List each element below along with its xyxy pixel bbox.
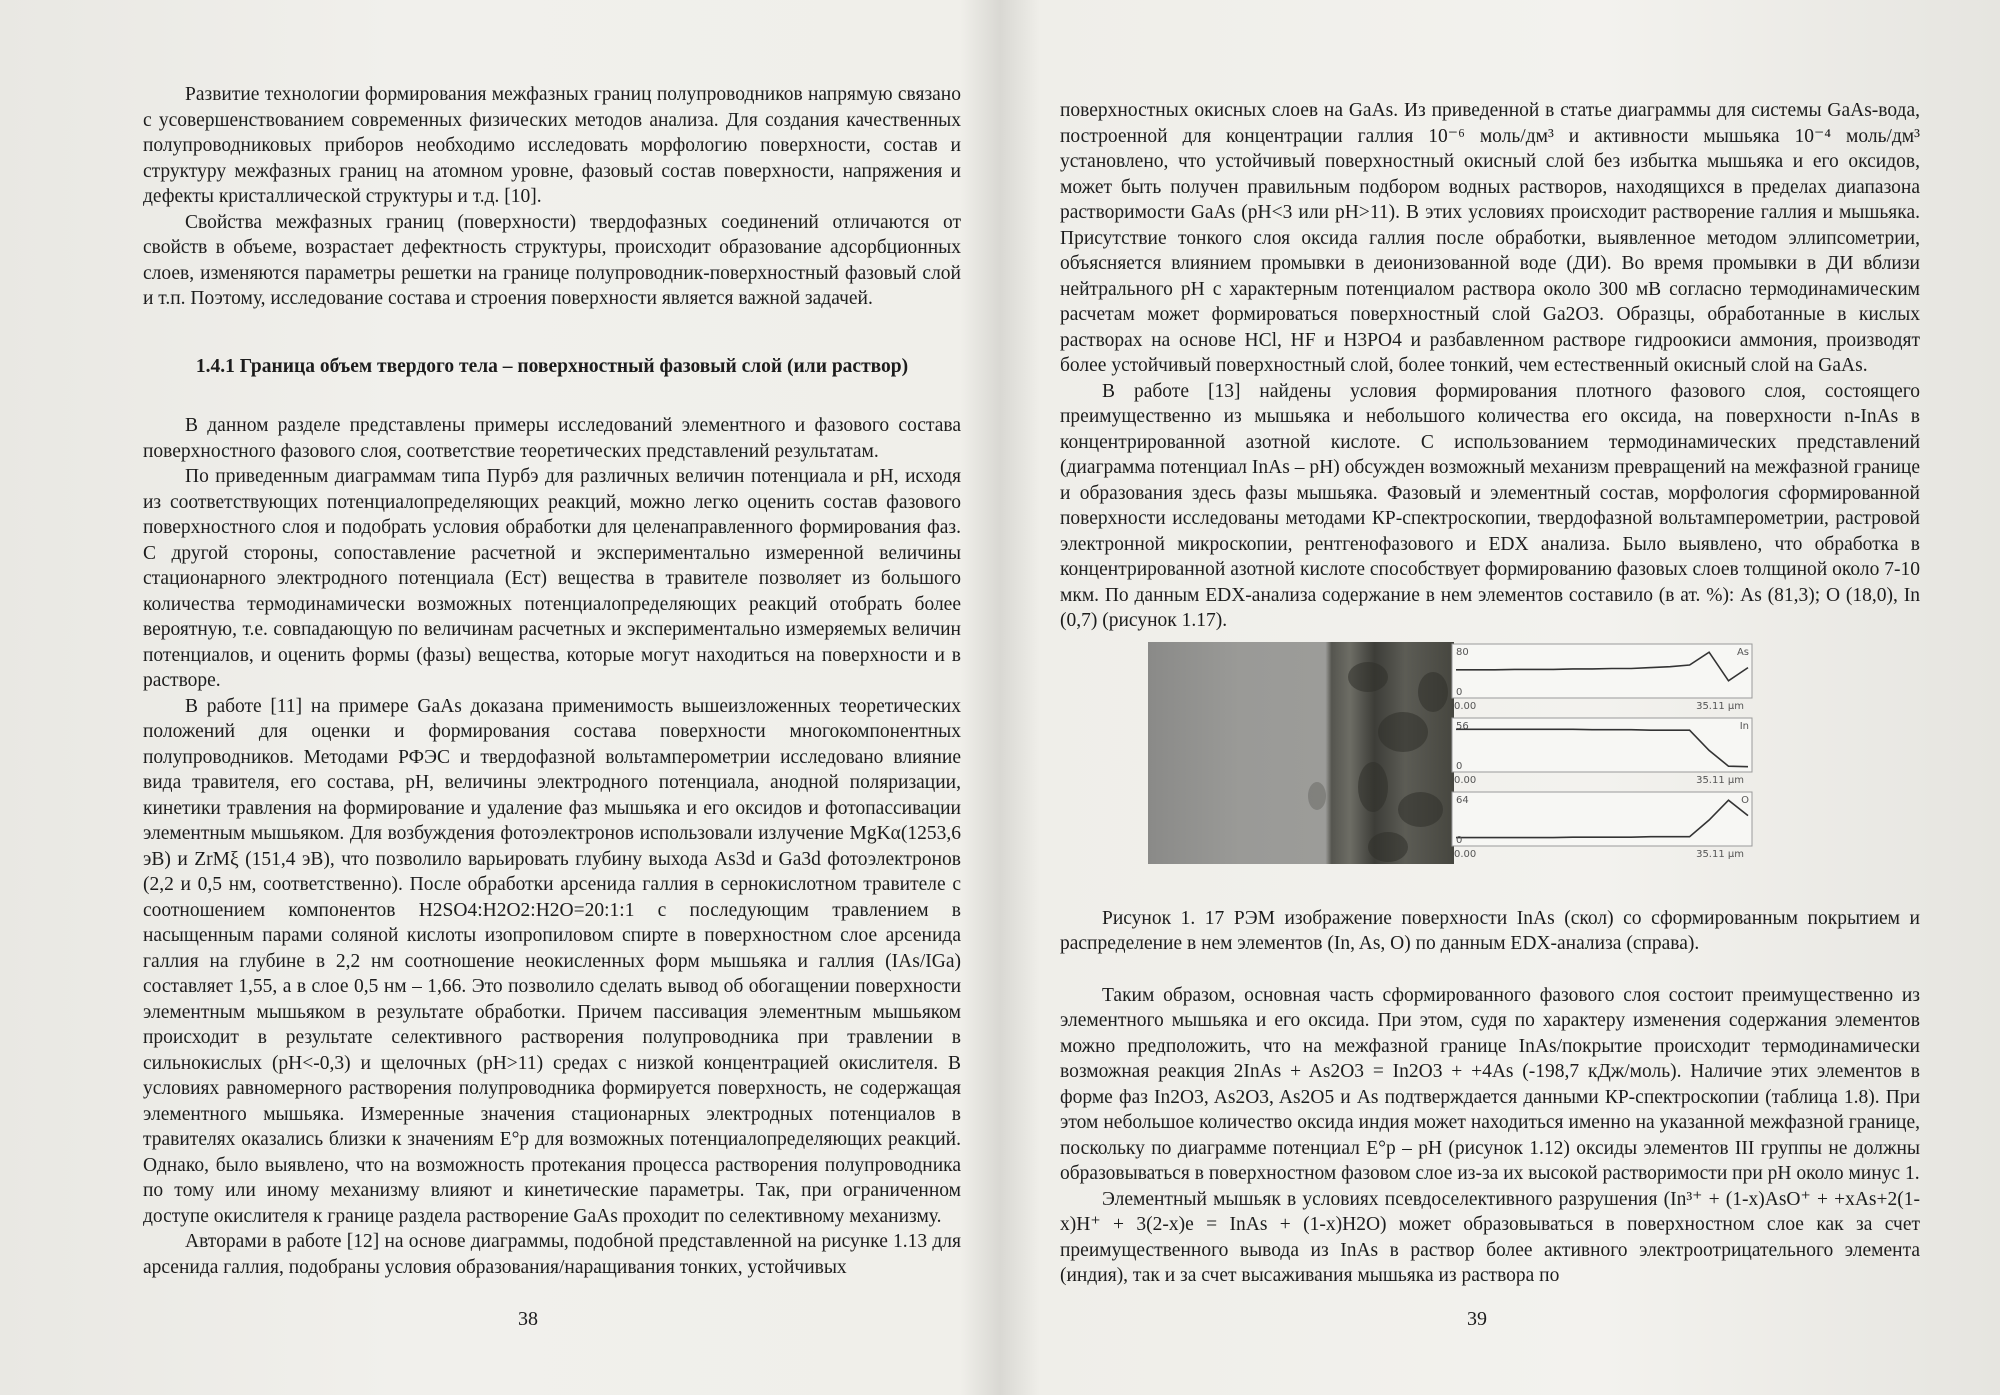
page-39	[1000, 0, 2000, 1395]
edx-plot-in	[1452, 718, 1752, 786]
element-label: In	[1739, 720, 1749, 732]
x-end-label: 35.11 µm	[1696, 774, 1744, 786]
element-label: As	[1736, 646, 1749, 658]
x-start-label: 0.00	[1454, 774, 1477, 786]
paragraph: В работе [11] на примере GaAs доказана применимость вышеизложенных теоретических положений для оценки и формирования состава поверхности многокомпонентных полупроводников. Методами РФЭС и твердофазной вольтамперометрии исследовано влияние вида травителя, его состава, pH, величины электродного потенциала, анодной поляризации, кинетики травления на формирование и удаление фаз мышьяка и его оксидов и фотопассивации элементным мышьяком. Для возбуждения фотоэлектронов использовали излучение MgKα(1253,6 эВ) и ZrMξ (151,4 эВ), что позволило варьировать глубину выхода As3d и Ga3d фотоэлектронов (2,2 и 0,5 нм, соответственно). После обработки арсенида галлия в сернокислотном травителе с соотношением компонентов H2SO4:H2O2:H2O=20:1:1 с последующим травлением в насыщенным парами соляной кислоты изопропиловом спирте в поверхностном слое арсенида галлия на глубине в 2,2 нм соотношение неокисленных форм мышьяка и галлия (IAs/IGa) составляет 1,55, а в слое 0,5 нм – 1,66. Это позволило сделать вывод об обогащении поверхности элементным мышьяком в результате обработки. Причем пассивация элементным мышьяком происходит в результате селективного растворения полупроводника при травлении в сильнокислых (pH<-0,3) и щелочных (pH>11) средах с низкой концентрацией окислителя. В условиях равномерного растворения полупроводника формируется поверхность, не содержащая элементного мышьяка. Измеренные значения стационарных электродных потенциалов в травителях оказались близки к значениям E°p для возможных потенциалопределяющих реакций. Однако, было выявлено, что на возможность протекания процесса растворения полупроводника по тому или иному механизму влияют и кинетические параметры. Так, при ограниченном доступе окислителя к границе раздела растворение GaAs проходит по селективному механизму.	[143, 695, 961, 1227]
sem-image	[1148, 642, 1454, 864]
section-heading: 1.4.1 Граница объем твердого тела – поверхностный фазовый слой (или раствор)	[195, 355, 909, 377]
edx-plot-as	[1452, 644, 1752, 712]
edx-plot-o	[1452, 792, 1752, 860]
y-min-label: 0	[1456, 760, 1463, 772]
paragraph: По приведенным диаграммам типа Пурбэ для различных величин потенциала и pH, исходя из соответствующих потенциалопределяющих реакций, можно легко оценить состав фазового поверхностного слоя и подобрать условия обработки для целенаправленного формирования фаз. С другой стороны, сопоставление расчетной и экспериментально измеренной величины стационарного электродного потенциала (Eст) вещества в травителе позволяет из большого количества термодинамически возможных потенциалопределяющих реакций отобрать более вероятную, т.е. совпадающую по величинам расчетных и экспериментально измеряемых величин потенциалов, и оценить формы (фазы) вещества, которые могут находиться на поверхности и в растворе.	[143, 466, 961, 691]
y-min-label: 0	[1456, 834, 1463, 846]
paragraph: Элементный мышьяк в условиях псевдоселективного разрушения (In³⁺ + (1-x)AsO⁺ + +xAs+2(1-x)H⁺ + 3(2-x)e = InAs + (1-x)H2O) может образовываться в поверхностном слое как за счет преимущественного вывода из InAs в раствор более активного электроотрицательного элемента (индия), так и за счет высаживания мышьяка из раствора по	[1060, 1188, 1920, 1286]
y-max-label: 56	[1456, 720, 1469, 732]
paragraph: Свойства межфазных границ (поверхности) твердофазных соединений отличаются от свойств в объеме, возрастает дефектность структуры, происходит образование адсорбционных слоев, изменяются параметры решетки на границе полупроводник-поверхностный фазовый слой и т.п. Поэтому, исследование состава и строения поверхности является важной задачей.	[143, 211, 961, 309]
figure-caption: Рисунок 1. 17 РЭМ изображение поверхности InAs (скол) со сформированным покрытием и распределение в нем элементов (In, As, O) по данным EDX-анализа (справа).	[1060, 907, 1920, 954]
page-number: 39	[1467, 1308, 1487, 1330]
paragraph: В работе [13] найдены условия формирования плотного фазового слоя, состоящего преимущественно из мышьяка и небольшого количества его оксида, на поверхности n-InAs в концентрированной азотной кислоте. С использованием термодинамических представлений (диаграмма потенциал InAs – pH) обсужден возможный механизм превращений на межфазной границе и образования здесь фазы мышьяка. Фазовый и элементный состав, морфология сформированной поверхности исследованы методами КР-спектроскопии, твердофазной вольтамперометрии, растровой электронной микроскопии, рентгенофазового и EDX анализа. Было выявлено, что обработка в концентрированной азотной кислоте способствует формированию фазовых слоев толщиной около 7-10 мкм. По данным EDX-анализа содержание в нем элементов составило (в ат. %): As (81,3); O (18,0), In (0,7) (рисунок 1.17).	[1060, 380, 1920, 631]
x-end-label: 35.11 µm	[1696, 848, 1744, 860]
y-min-label: 0	[1456, 686, 1463, 698]
page-38-text	[143, 82, 961, 1280]
figure-1-17	[1060, 642, 1920, 892]
paragraph: Авторами в работе [12] на основе диаграммы, подобной представленной на рисунке 1.13 для арсенида галлия, подобраны условия образования/наращивания тонких, устойчивых	[143, 1231, 961, 1278]
x-start-label: 0.00	[1454, 700, 1477, 712]
plot-frame	[1452, 644, 1752, 698]
y-max-label: 80	[1456, 646, 1469, 658]
page-number: 38	[518, 1308, 538, 1330]
paragraph: поверхностных окисных слоев на GaAs. Из приведенной в статье диаграммы для системы GaAs-вода, построенной для концентрации галлия 10⁻⁶ моль/дм³ и активности мышьяка 10⁻⁴ моль/дм³ установлено, что устойчивый поверхностный окисный слой без избытка мышьяка и его оксидов, может быть получен правильным подбором водных растворов, находящихся в пределах диапазона растворимости GaAs (pH<3 или pH>11). В этих условиях происходит растворение галлия и мышьяка. Присутствие тонкого слоя оксида галлия после обработки, выявленное методом эллипсометрии, объясняется влиянием промывки в деионизованной воде (ДИ). Во время промывки в ДИ вблизи нейтрального pH с характерным потенциалом раствора около 300 мВ согласно термодинамическим расчетам может формироваться поверхностный слой Ga2O3. Образцы, обработанные в кислых растворах на основе HCl, HF и H3PO4 и разбавленном растворе гидроокиси аммония, производят более устойчивый поверхностный слой, более тонкий, чем естественный окисный слой на GaAs.	[1060, 100, 1920, 376]
y-max-label: 64	[1456, 794, 1469, 806]
paragraph: В данном разделе представлены примеры исследований элементного и фазового состава поверхностного фазового слоя, соответствие теоретических представлений результатам.	[143, 415, 961, 462]
plot-frame	[1452, 718, 1752, 772]
x-end-label: 35.11 µm	[1696, 700, 1744, 712]
element-label: O	[1741, 794, 1749, 806]
edx-plots	[1446, 642, 1756, 872]
paragraph: Развитие технологии формирования межфазных границ полупроводников напрямую связано с усовершенствованием современных физических методов анализа. Для создания качественных полупроводниковых приборов необходимо исследовать морфологию поверхности, состав и структуру межфазных границ на атомном уровне, фазовый состав поверхности, напряжения и дефекты кристаллической структуры и т.д. [10].	[143, 84, 961, 207]
edx-profiles	[1446, 642, 1756, 872]
x-start-label: 0.00	[1454, 848, 1477, 860]
page-39-text	[1060, 98, 1920, 1289]
paragraph: Таким образом, основная часть сформированного фазового слоя состоит преимущественно из элементного мышьяка и его оксида. При этом, судя по характеру изменения содержания элементов можно предположить, что на межфазной границе InAs/покрытие происходит термодинамически возможная реакция 2InAs + As2O3 = In2O3 + +4As (-198,7 кДж/моль). Наличие этих элементов в форме фаз In2O3, As2O3, As2O5 и As подтверждается данными КР-спектроскопии (таблица 1.8). При этом небольшое количество оксида индия может находиться именно на указанной межфазной границе, поскольку по диаграмме потенциал E°p – pH (рисунок 1.12) оксиды элементов III группы не должны образовываться в поверхностном фазовом слое из-за их высокой растворимости при pH около минус 1.	[1060, 984, 1920, 1184]
